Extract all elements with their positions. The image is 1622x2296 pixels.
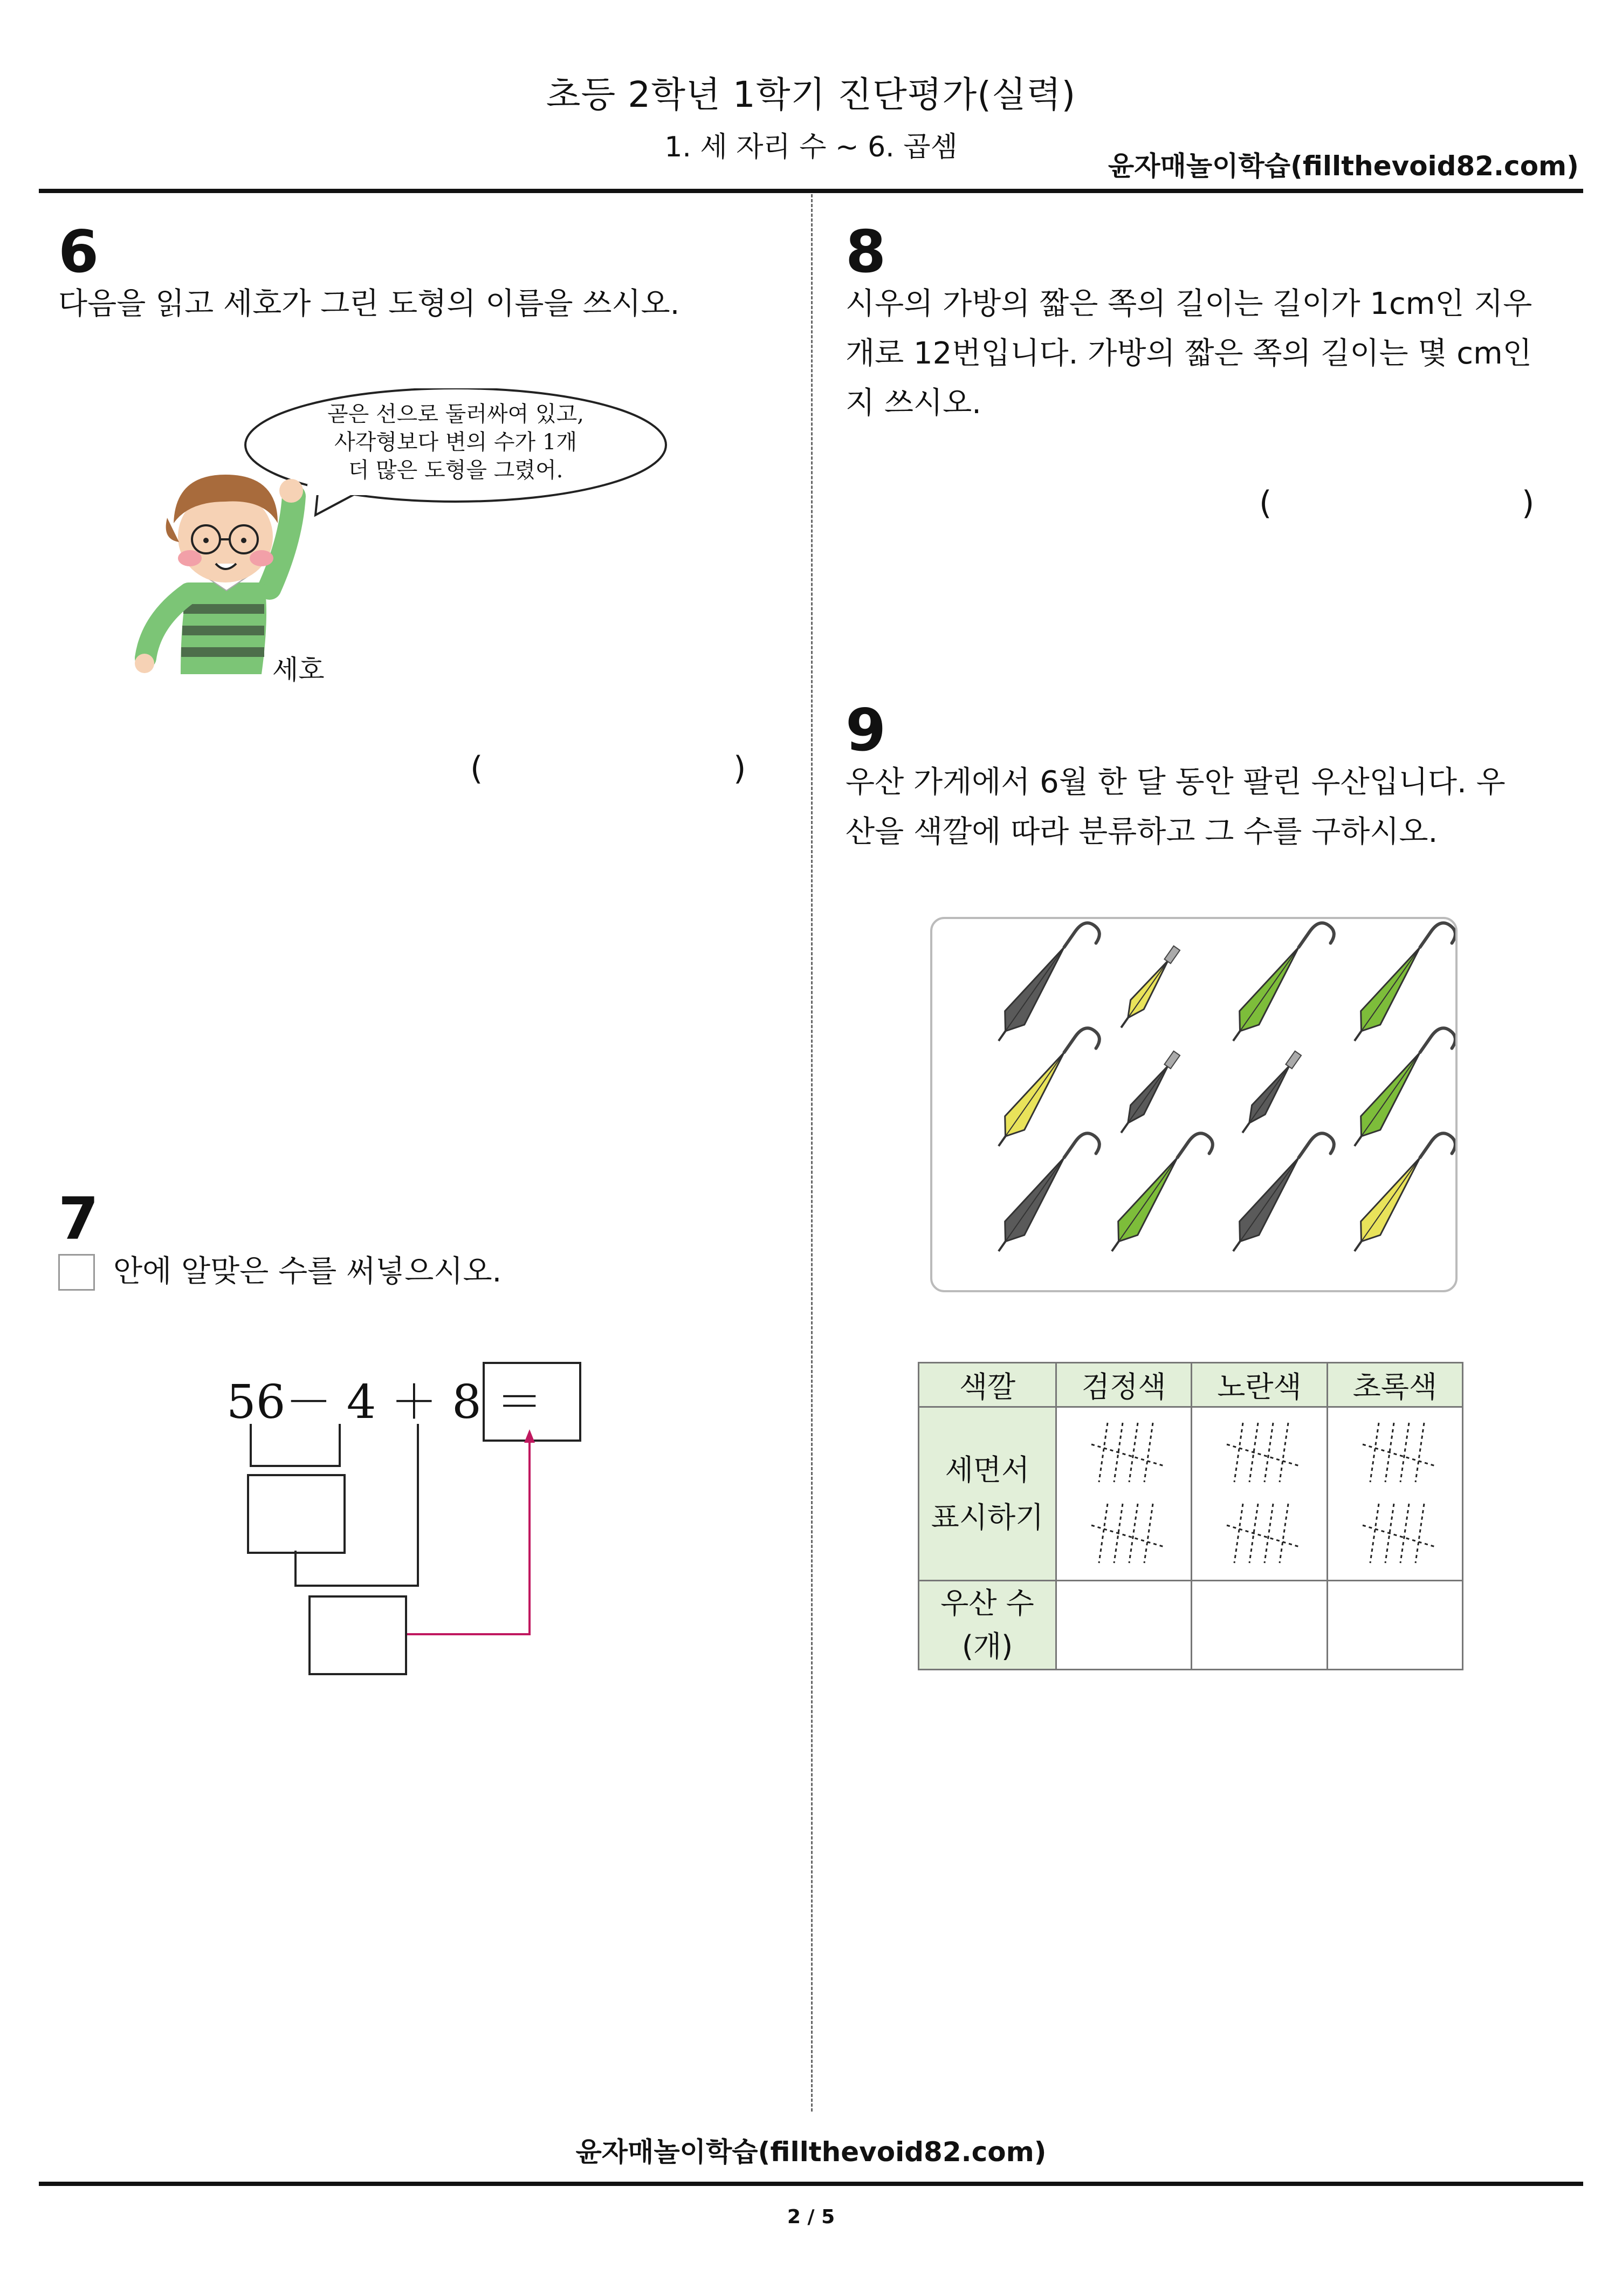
tally-stroke xyxy=(1264,1504,1273,1563)
answer-box-step-2[interactable] xyxy=(308,1595,407,1675)
umbrella-green-icon xyxy=(1102,1122,1217,1265)
umbrella-panel xyxy=(930,917,1458,1292)
umbrella-green-icon xyxy=(1224,919,1338,1054)
column-divider xyxy=(811,194,813,2112)
question-9-text xyxy=(846,758,1590,857)
worksheet-subtitle: 1. 세 자리 수 ~ 6. 곱셈 xyxy=(664,131,958,163)
worksheet-title: 초등 2학년 1학기 진단평가(실력) xyxy=(546,74,1076,115)
brand-header: 윤자매놀이학습(fillthevoid82.com) xyxy=(1108,150,1579,182)
table-header-yellow: 노란색 xyxy=(1192,1363,1327,1407)
umbrella-green-icon xyxy=(1345,1017,1455,1160)
count-cell-green[interactable] xyxy=(1327,1581,1462,1670)
row-label-tally-line-2: 표시하기 xyxy=(931,1500,1044,1534)
row-label-count-line-1: 우산 수 xyxy=(940,1586,1034,1620)
question-7-text: 안에 알맞은 수를 써넣으시오. xyxy=(113,1254,502,1289)
umbrella-yellow-icon xyxy=(989,1017,1104,1160)
bubble-line-2: 사각형보다 변의 수가 1개 xyxy=(334,430,577,455)
tally-stroke xyxy=(1234,1504,1243,1563)
umbrella-black-icon xyxy=(1115,1048,1184,1137)
question-7-number: 7 xyxy=(58,1185,99,1253)
tally-stroke xyxy=(1415,1423,1424,1482)
question-6-number: 6 xyxy=(58,218,99,286)
question-8-number: 8 xyxy=(846,218,886,286)
table-header-color: 색깔 xyxy=(919,1363,1056,1407)
tally-stroke xyxy=(1234,1423,1243,1482)
question-9-line-2: 산을 색깔에 따라 분류하고 그 수를 구하시오. xyxy=(846,814,1438,849)
answer-blank-6[interactable] xyxy=(488,747,725,790)
character-name: 세호 xyxy=(272,654,325,686)
umbrella-black-icon xyxy=(1236,1048,1305,1137)
tally-table xyxy=(918,1362,1463,1670)
page-number: 2 / 5 xyxy=(787,2206,835,2228)
tally-stroke xyxy=(1400,1504,1409,1563)
footer-rule xyxy=(39,2182,1583,2186)
answer-paren-open: ( xyxy=(1259,484,1272,522)
answer-paren-open: ( xyxy=(470,750,483,787)
answer-paren-close: ) xyxy=(1522,484,1535,522)
bubble-line-1: 곧은 선으로 둘러싸여 있고, xyxy=(327,402,584,427)
tally-stroke xyxy=(1129,1423,1138,1482)
tally-cell-yellow[interactable] xyxy=(1192,1407,1327,1581)
tally-stroke xyxy=(1370,1504,1379,1563)
row-label-tally xyxy=(919,1407,1056,1581)
blank-box-icon xyxy=(58,1254,95,1291)
tally-stroke xyxy=(1144,1423,1153,1482)
question-6-text: 다음을 읽고 세호가 그린 도형의 이름을 쓰시오. xyxy=(58,286,680,321)
table-header-green: 초록색 xyxy=(1327,1363,1462,1407)
question-8-line-2: 개로 12번입니다. 가방의 짧은 쪽의 길이는 몇 cm인 xyxy=(846,336,1532,371)
question-8-text xyxy=(846,279,1590,428)
tally-cell-black[interactable] xyxy=(1056,1407,1192,1581)
answer-blank-8[interactable] xyxy=(1278,482,1515,525)
tally-stroke xyxy=(1400,1423,1409,1482)
row-label-count xyxy=(919,1581,1056,1670)
answer-box-step-1[interactable] xyxy=(247,1474,346,1554)
math-expression: 56－ 4 ＋ 8 ＝ xyxy=(226,1375,543,1429)
tally-stroke xyxy=(1129,1504,1138,1563)
count-cell-yellow[interactable] xyxy=(1192,1581,1327,1670)
tally-stroke xyxy=(1144,1504,1153,1563)
question-8-line-1: 시우의 가방의 짧은 쪽의 길이는 길이가 1cm인 지우 xyxy=(846,286,1532,321)
umbrella-black-icon xyxy=(1224,1122,1338,1265)
tally-marks-icon xyxy=(1341,1409,1449,1571)
umbrella-green-icon xyxy=(1345,919,1455,1054)
brand-footer: 윤자매놀이학습(fillthevoid82.com) xyxy=(575,2136,1047,2168)
question-8-line-3: 지 쓰시오. xyxy=(846,386,981,421)
umbrella-yellow-icon xyxy=(1115,943,1184,1032)
question-9-line-1: 우산 가게에서 6월 한 달 동안 팔린 우산입니다. 우 xyxy=(846,765,1506,800)
bubble-line-3: 더 많은 도형을 그렸어. xyxy=(348,458,563,483)
umbrella-grid xyxy=(932,919,1455,1290)
umbrella-black-icon xyxy=(989,919,1104,1054)
tally-marks-icon xyxy=(1205,1409,1313,1571)
tally-stroke xyxy=(1264,1423,1273,1482)
tally-stroke xyxy=(1280,1423,1288,1482)
tally-marks-icon xyxy=(1070,1409,1178,1571)
tally-stroke xyxy=(1415,1504,1424,1563)
umbrella-yellow-icon xyxy=(1345,1122,1455,1265)
tally-cell-green[interactable] xyxy=(1327,1407,1462,1581)
tally-stroke xyxy=(1099,1423,1108,1482)
row-label-tally-line-1: 세면서 xyxy=(945,1452,1030,1487)
count-cell-black[interactable] xyxy=(1056,1581,1192,1670)
question-9-number: 9 xyxy=(846,697,886,764)
tally-stroke xyxy=(1280,1504,1288,1563)
table-header-black: 검정색 xyxy=(1056,1363,1192,1407)
boy-character xyxy=(135,475,303,674)
speech-bubble-text xyxy=(302,400,609,484)
row-label-count-line-2: (개) xyxy=(961,1629,1013,1663)
header-rule xyxy=(39,189,1583,193)
tally-stroke xyxy=(1099,1504,1108,1563)
answer-paren-close: ) xyxy=(733,750,746,787)
umbrella-black-icon xyxy=(989,1122,1104,1265)
tally-stroke xyxy=(1370,1423,1379,1482)
